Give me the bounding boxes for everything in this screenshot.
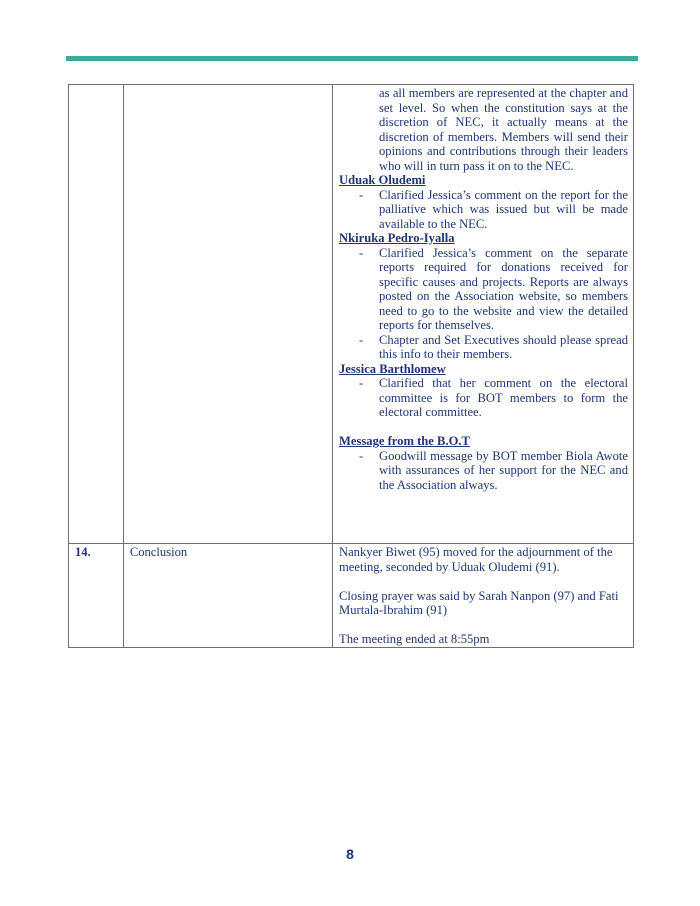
number-cell: [69, 85, 124, 544]
continuation-text: as all members are represented at the chapter and set level. So when the constitution says at the discretion of NEC, it actually means at the discretion of members. Members will send their opinions and contributions through their leaders who will in turn pass it on to the NEC.: [379, 86, 628, 173]
list-item: [339, 449, 628, 493]
list-item: [339, 376, 628, 420]
page-number: 8: [346, 846, 354, 862]
discussion-cell: [333, 544, 634, 648]
bullet-text: Clarified Jessica’s comment on the separate reports required for donations received for specific causes and projects. Reports are always posted on the Association website, so members need to go to the website and view the detailed reports for themselves.: [379, 245, 628, 332]
bullet-text: Chapter and Set Executives should please spread this info to their members.: [379, 332, 628, 361]
list-item: [339, 246, 628, 333]
bullet-dash: -: [359, 187, 364, 202]
discussion-cell: [333, 85, 634, 544]
list-item: [339, 333, 628, 362]
minutes-table: [68, 84, 634, 648]
conclusion-paragraph: Closing prayer was said by Sarah Nanpon (97) and Fati Murtala-Ibrahim (91): [339, 588, 619, 617]
bullet-text: Clarified Jessica’s comment on the report for the palliative which was issued but will be made available to the NEC.: [379, 187, 628, 231]
table-row: [69, 85, 634, 544]
speaker-name: Uduak Oludemi: [339, 173, 426, 187]
bullet-dash: -: [359, 332, 364, 347]
bullet-text: Goodwill message by BOT member Biola Awote with assurances of her support for the NEC and the Association always.: [379, 448, 628, 492]
agenda-cell: [123, 85, 332, 544]
bot-message-heading: Message from the B.O.T: [339, 434, 470, 448]
conclusion-paragraph: Nankyer Biwet (95) moved for the adjournment of the meeting, seconded by Uduak Oludemi (91).: [339, 545, 613, 574]
bullet-dash: -: [359, 376, 364, 390]
header-rule: [66, 56, 638, 61]
agenda-item: Conclusion: [129, 545, 188, 559]
bullet-dash: -: [359, 245, 364, 260]
speaker-name: Jessica Barthlomew: [339, 361, 446, 376]
speaker-name: Nkiruka Pedro-Iyalla: [339, 231, 455, 245]
agenda-cell: [123, 544, 332, 648]
bullet-dash: -: [359, 448, 364, 463]
conclusion-paragraph: The meeting ended at 8:55pm: [339, 632, 490, 646]
item-number: 14.: [75, 545, 91, 559]
list-item: [339, 188, 628, 232]
bullet-text: Clarified that her comment on the electoral committee is for BOT members to form the electoral committee.: [379, 376, 628, 419]
number-cell: [69, 544, 124, 648]
table-row: [69, 544, 634, 648]
